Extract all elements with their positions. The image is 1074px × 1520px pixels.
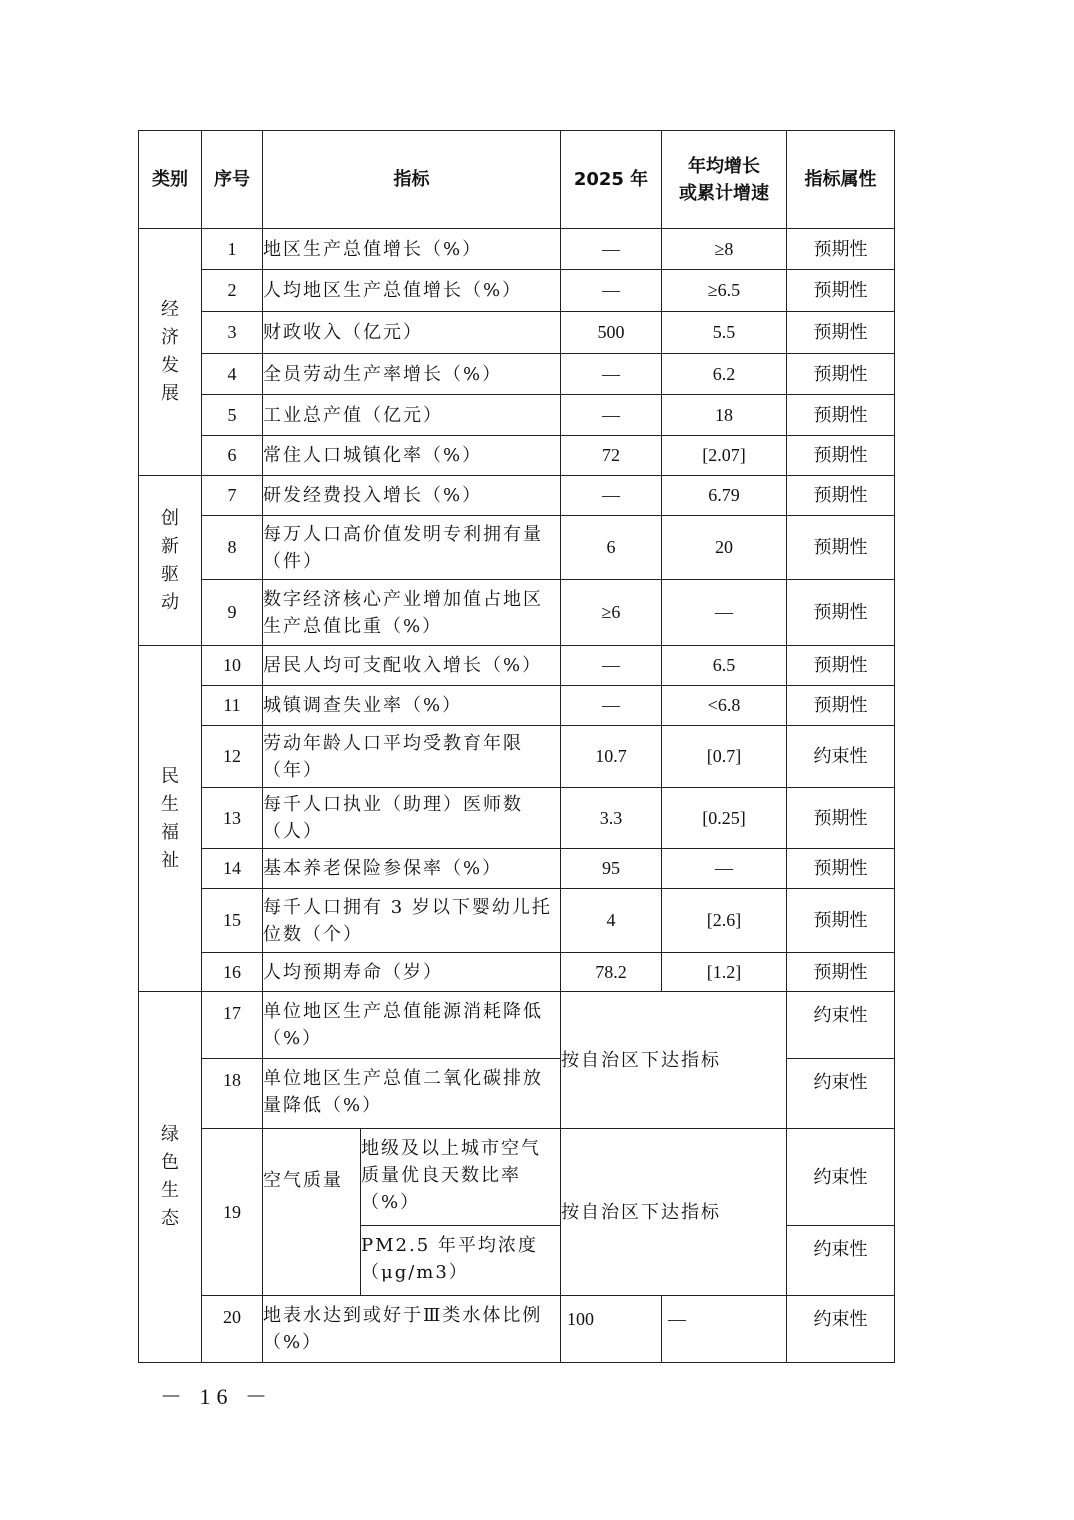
row-indicator: 每千人口执业（助理）医师数（人） <box>263 788 561 849</box>
row-2025: — <box>561 354 662 395</box>
header-category: 类别 <box>139 131 202 229</box>
row-no: 8 <box>202 516 263 580</box>
row-attribute: 预期性 <box>787 516 895 580</box>
header-growth: 年均增长 或累计增速 <box>662 131 787 229</box>
row-no: 13 <box>202 788 263 849</box>
row-attribute: 预期性 <box>787 686 895 726</box>
row-indicator: 财政收入（亿元） <box>263 312 561 354</box>
air-quality-label: 空气质量 <box>263 1129 361 1296</box>
row-2025: ≥6 <box>561 580 662 646</box>
row-2025: 100 <box>561 1296 662 1363</box>
row-indicator: 研发经费投入增长（%） <box>263 476 561 516</box>
row-attribute: 预期性 <box>787 436 895 476</box>
row-no: 3 <box>202 312 263 354</box>
row-indicator: 地级及以上城市空气质量优良天数比率（%） <box>361 1129 561 1226</box>
row-indicator: 每万人口高价值发明专利拥有量（件） <box>263 516 561 580</box>
category-economy: 经济发展 <box>139 229 202 476</box>
row-indicator: 数字经济核心产业增加值占地区生产总值比重（%） <box>263 580 561 646</box>
row-no: 14 <box>202 849 263 889</box>
row-no: 11 <box>202 686 263 726</box>
row-no: 1 <box>202 229 263 270</box>
row-no: 5 <box>202 395 263 436</box>
row-indicator: 人均预期寿命（岁） <box>263 953 561 992</box>
row-2025: 95 <box>561 849 662 889</box>
row-2025: 500 <box>561 312 662 354</box>
row-no: 2 <box>202 270 263 312</box>
row-growth: — <box>662 1296 787 1363</box>
row-growth: — <box>662 849 787 889</box>
row-attribute: 预期性 <box>787 354 895 395</box>
row-attribute: 预期性 <box>787 476 895 516</box>
row-growth: — <box>662 580 787 646</box>
row-no: 9 <box>202 580 263 646</box>
row-indicator: 人均地区生产总值增长（%） <box>263 270 561 312</box>
row-growth: 6.2 <box>662 354 787 395</box>
category-ecology: 绿色生态 <box>139 992 202 1363</box>
row-2025: — <box>561 229 662 270</box>
row-no: 7 <box>202 476 263 516</box>
row-indicator: 工业总产值（亿元） <box>263 395 561 436</box>
row-2025: — <box>561 686 662 726</box>
region-target-note-2: 按自治区下达指标 <box>561 1129 787 1296</box>
row-2025: 10.7 <box>561 726 662 788</box>
indicator-table <box>138 130 895 1363</box>
row-indicator: 劳动年龄人口平均受教育年限（年） <box>263 726 561 788</box>
row-attribute: 预期性 <box>787 646 895 686</box>
row-attribute: 预期性 <box>787 270 895 312</box>
row-indicator: 单位地区生产总值二氧化碳排放量降低（%） <box>263 1059 561 1129</box>
row-2025: — <box>561 395 662 436</box>
row-indicator: 单位地区生产总值能源消耗降低（%） <box>263 992 561 1059</box>
row-no: 17 <box>202 992 263 1059</box>
row-indicator: 常住人口城镇化率（%） <box>263 436 561 476</box>
row-no: 15 <box>202 889 263 953</box>
page-number: － 16 － <box>160 1384 274 1409</box>
row-attribute: 约束性 <box>787 1059 895 1129</box>
header-indicator: 指标 <box>263 131 561 229</box>
row-growth: [0.25] <box>662 788 787 849</box>
category-innovation: 创新驱动 <box>139 476 202 646</box>
header-seq: 序号 <box>202 131 263 229</box>
row-attribute: 约束性 <box>787 726 895 788</box>
row-indicator: 地表水达到或好于Ⅲ类水体比例（%） <box>263 1296 561 1363</box>
row-attribute: 预期性 <box>787 889 895 953</box>
row-no: 6 <box>202 436 263 476</box>
row-attribute: 预期性 <box>787 312 895 354</box>
row-indicator: 居民人均可支配收入增长（%） <box>263 646 561 686</box>
row-attribute: 预期性 <box>787 788 895 849</box>
row-indicator: 每千人口拥有 3 岁以下婴幼儿托位数（个） <box>263 889 561 953</box>
row-growth: [2.6] <box>662 889 787 953</box>
row-attribute: 预期性 <box>787 229 895 270</box>
header-attribute: 指标属性 <box>787 131 895 229</box>
row-attribute: 预期性 <box>787 953 895 992</box>
row-growth: 6.79 <box>662 476 787 516</box>
header-year: 2025 年 <box>561 131 662 229</box>
row-growth: 6.5 <box>662 646 787 686</box>
row-growth: ≥6.5 <box>662 270 787 312</box>
row-2025: — <box>561 476 662 516</box>
row-growth: [2.07] <box>662 436 787 476</box>
row-growth: [1.2] <box>662 953 787 992</box>
row-attribute: 约束性 <box>787 1226 895 1296</box>
row-growth: ≥8 <box>662 229 787 270</box>
region-target-note-1: 按自治区下达指标 <box>561 992 787 1129</box>
row-growth: 20 <box>662 516 787 580</box>
row-indicator: 基本养老保险参保率（%） <box>263 849 561 889</box>
row-2025: 6 <box>561 516 662 580</box>
row-growth: 18 <box>662 395 787 436</box>
row-attribute: 预期性 <box>787 580 895 646</box>
row-growth: [0.7] <box>662 726 787 788</box>
row-2025: 78.2 <box>561 953 662 992</box>
row-2025: 3.3 <box>561 788 662 849</box>
row-no: 19 <box>202 1129 263 1296</box>
row-no: 20 <box>202 1296 263 1363</box>
row-2025: 72 <box>561 436 662 476</box>
row-no: 10 <box>202 646 263 686</box>
row-2025: — <box>561 270 662 312</box>
row-2025: 4 <box>561 889 662 953</box>
row-attribute: 约束性 <box>787 1129 895 1226</box>
row-no: 12 <box>202 726 263 788</box>
row-indicator: 城镇调查失业率（%） <box>263 686 561 726</box>
row-indicator: PM2.5 年平均浓度（μg/m3） <box>361 1226 561 1296</box>
row-2025: — <box>561 646 662 686</box>
row-no: 4 <box>202 354 263 395</box>
row-attribute: 预期性 <box>787 395 895 436</box>
category-welfare: 民生福祉 <box>139 646 202 992</box>
row-no: 18 <box>202 1059 263 1129</box>
row-indicator: 地区生产总值增长（%） <box>263 229 561 270</box>
row-no: 16 <box>202 953 263 992</box>
row-indicator: 全员劳动生产率增长（%） <box>263 354 561 395</box>
row-growth: 5.5 <box>662 312 787 354</box>
row-attribute: 预期性 <box>787 849 895 889</box>
row-attribute: 约束性 <box>787 1296 895 1363</box>
row-attribute: 约束性 <box>787 992 895 1059</box>
row-growth: <6.8 <box>662 686 787 726</box>
